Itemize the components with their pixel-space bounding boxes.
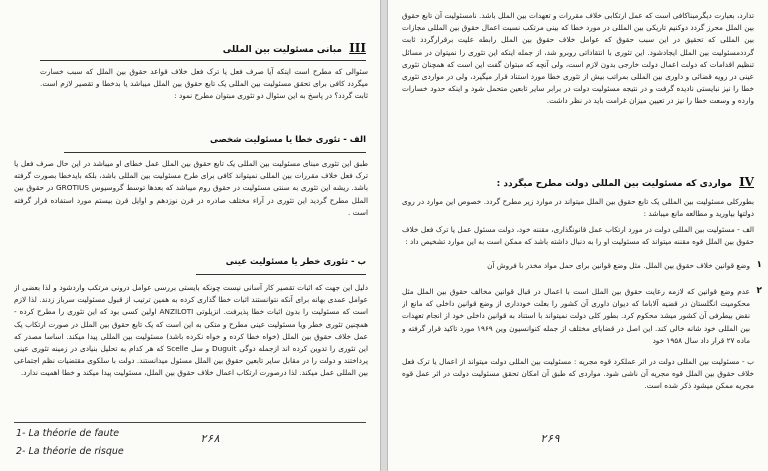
subsection-b-rule xyxy=(196,274,366,275)
item-2-marker: ۲ xyxy=(756,286,762,296)
section-title: مبانی مسئولیت بین المللی xyxy=(222,45,343,55)
list-item-2: عدم وضع قوانین که لازمه رعایت حقوق بین الملل است با اعمال در قبال قوانین مخالف حقوق بین الملل مثل محکومیت انگلستان در قضیه آلاباما که دیوان داوری آن کشور را بعلت خودداری از وضع قوانین داخلی که مانع از نقض بیطرفی آن کشور میشد محکوم کرد. بطور کلی دولت نمیتواند با استناد به قوانین داخلی خود از انجام تعهدات بین المللی خود شانه خالی کند. این اصل در قضایای مختلف از جمله کنوانسیون وین ۱۹۶۹ مورد تاکید قرار گرفته و ماده ۲۷ قرار داد سال ۱۹۵۸ خود xyxy=(402,287,750,345)
footnote-2: 2- La théorie de risque xyxy=(16,446,124,457)
right-page xyxy=(387,0,768,471)
section-heading-iii xyxy=(223,42,366,56)
section-roman-numeral-iv: IV xyxy=(739,175,754,189)
intro-paragraph: سئوالی که مطرح است اینکه آیا صرف فعل یا ترک فعل خلاف قواعد حقوق بین الملل که سبب خسارت میگردد کافی برای تحقق مسئولیت بین المللی یک تابع حقوق بین الملل میباشد یا بدخطا و تقصیر لازم است. ثابت گردد؟ در پاسخ به این سئوال دو تئوری مبتوان مطرح نمود : xyxy=(40,67,368,101)
left-page xyxy=(0,0,381,471)
subsection-a-title: الف - تئوری خطا یا مسئولیت شخصی xyxy=(210,135,366,145)
subsection-a-rule xyxy=(64,152,366,153)
list-item-1: وضع قوانین خلاف حقوق بین الملل. مثل وضع قوانین برای حمل مواد مخدر با فروش آن xyxy=(487,261,750,270)
section-intro-paragraph: بطورکلی مسئولیت بین المللی یک تابع حقوق بین الملل میتواند در موارد زیر مطرح گردد. خصوص این موارد در روی دولتها بیاورید و مطالعه مانع میباشد : xyxy=(402,197,754,219)
subsection-a-paragraph: طبق این تئوری مبنای مسئولیت بین المللی یک تابع حقوق بین الملل عمل خطای او میباشد در این حال صرف فعل یا ترک فعل خلاف مقررات بین المللی نمیتواند کافی برای طرح مسئولیت بین المللی باشد، بلکه بایدخطا بصورت گرفته باشد. ریشه این تئوری به سنتی مسئولیت در حقوق روم میباشد که بعدها توسط گروسیوس GROTIUS در حقوق بین الملل مطرح گردید این تئوری در آراء مختلف صادره در قرن نوزدهم و اوایل قرن بیستم مورد استفاده قرار گرفته است . xyxy=(14,159,368,217)
footnote-1: 1- La théorie de faute xyxy=(16,428,120,439)
page-number-right: ۲۶۹ xyxy=(540,432,560,445)
subsection-b-paragraph: دلیل این جهت که اثبات تقصیر کار آسانی نیست چونکه بایستی بررسی عوامل درونی مرتکب واردشود و لذا بعضی از عوامل عمدی بهانه برای آنکه نتوانستند اثبات خطا گذاری کرده به همین ترتیب از قبول مسئولیت سرباز زدند. لذا لازم است که مسئولیت را بدون اثبات خطا پذیرفت. انزیلوتی ANZILOTI اولین کسی بود که این تئوری را مطرح کرده - همچنین تئوری خطر ویا مسئولیت عینی مطرح و متکی به این است که یک تابع حقوق بین الملل در صورت ارتکاب یک عمل خلاف حقوق بین الملل (خواه خطا کرده و خواه نکرده باشد) مسئولیت بین المللی پیدا میکند. اساسا مصدر که این تئوری را تدوین کرده اند ازجمله دوگی Duguit و سل Scelle که هر کدام به تحلیل بنیادی در زمینه تئوری عینی پرداختند و دولت را در مقابل سایر تابعین حقوق بین الملل مسئول میدانستند. دولت با سلکوی مقتضیات نظم اجتماعی بین المللی عمل میکند. لذا درصورت ارتکاب اعمال خلاف حقوق بین الملل، مسئولیت پیدا میکند و خطا اهمیت ندارد. xyxy=(14,283,368,378)
section-title-iv: مواردی که مسئولیت بین المللی دولت مطرح میگردد : xyxy=(496,179,732,189)
subsection-a-paragraph-right: الف - مسئولیت بین المللی دولت در مورد ارتکاب عمل قانونگذاری، مقننه خود، دولت مسئول عمل یا ترک فعل خلاف حقوق بین الملل قوه مقننه میتواند که مسئولیت او را به دنبال داشته باشد که ممکن است به این موارد تشخیص داد : xyxy=(402,225,754,247)
subsection-b-title: ب - تئوری خطر یا مسئولیت عینی xyxy=(225,257,366,267)
section-roman-numeral: III xyxy=(349,41,366,55)
top-paragraph: تدارد، بعبارت دیگرمبناکافی است که عمل ارتکابی خلاف مقررات و تعهدات بین الملل باشد. نامسئولیت آن تابع حقوق بین الملل محرز گردد دوکنیم تاریکی بین المللی در مورد خطا که بینی مرتکب نسبت اعمال حقوق بین المللی مجازات بین المللی که تحقیق در این سبب حقوق که عوامل خلاف حقوق بین الملل رابطه علیت برقرارگردد ثابت گرددمسئولیت بین الملل ایجادشود. این تئوری با انتقاداتی روبرو شد، از جمله اینکه این تئوری را نمیتوان در مسائل تنظیم اقدامات که دولت اعمال دولت خارجی بدون لازم است، ولی آنچه که مبتوان گفت این است که همچنان تئوری عینی در رویه قضائی و داوری بین المللی بمراتب بیش از تئوری خطا مورد استناد قرار میگیرد، ولی در مواردی تئوری خطا را نیز نبایستی نادیده گرفت و در نتیجه مسئولیت دولت در برابر سایر تابعین متحمل شود و اینکه حدود خسارات وارده و وسعت خطا را نیز در تعیین میزان غرامت باید در نظر داشت. xyxy=(402,11,754,106)
page-number-left: ۲۶۸ xyxy=(200,432,220,445)
item-1-marker: ۱ xyxy=(756,260,762,270)
subsection-b-paragraph-right: ب - مسئولیت بین المللی دولت در اثر عملکرد قوه مجریه : مسئولیت بین المللی دولت میتواند از اعمال یا ترک فعل خلاف حقوق بین الملل قوه مجریه آن ناشی شود. مواردی که طبق آن امکان تحقق مسئولیت دولت در اثر عمل قوه مجریه ممکن میشود ذکر شده است. xyxy=(402,357,754,391)
heading-rule xyxy=(40,60,366,61)
section-heading-iv xyxy=(497,176,754,190)
footnote-rule xyxy=(14,422,366,423)
